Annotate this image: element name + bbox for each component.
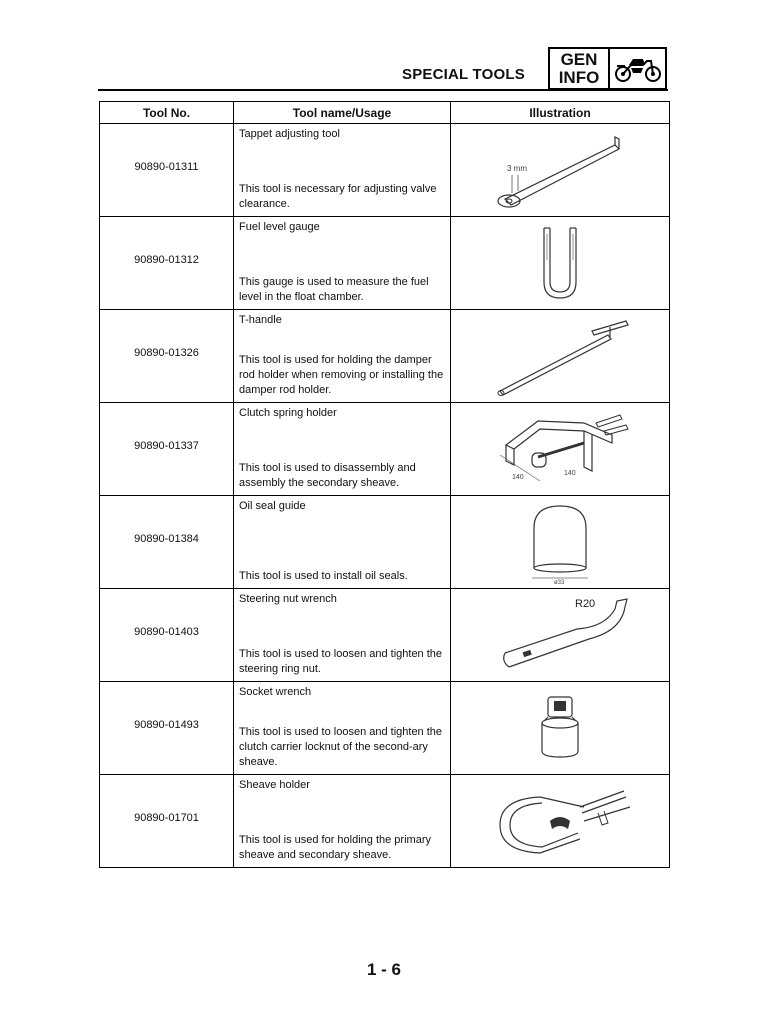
column-header-illustration: Illustration [451, 102, 670, 124]
table-row [100, 496, 670, 589]
tool-number: 90890-01337 [134, 440, 199, 452]
tool-number: 90890-01493 [134, 719, 199, 731]
tool-name: Fuel level gauge [239, 221, 320, 233]
table-row [100, 403, 670, 496]
tool-usage: This tool is necessary for adjusting valve clearance. [239, 183, 437, 210]
socket-wrench-icon [520, 685, 600, 771]
table-row [100, 217, 670, 310]
tool-number: 90890-01311 [134, 161, 199, 173]
clutch-spring-holder-icon [480, 405, 640, 493]
tool-usage: This tool is used to disassembly and assembly the secondary sheave. [239, 462, 416, 489]
tool-usage: This tool is used for holding the damper rod holder when removing or installing the damper rod holder. [239, 354, 444, 396]
tool-name: Steering nut wrench [239, 593, 337, 605]
steering-nut-wrench-icon [485, 591, 635, 679]
tool-name: Oil seal guide [239, 500, 306, 512]
tool-number: 90890-01403 [134, 626, 199, 638]
badge-label-line2: INFO [558, 68, 600, 87]
table-row [100, 589, 670, 682]
sheave-holder-icon [480, 777, 640, 865]
table-row [100, 682, 670, 775]
tool-usage: This tool is used to install oil seals. [239, 570, 408, 582]
tool-number: 90890-01384 [134, 533, 199, 545]
tool-usage: This tool is used to loosen and tighten the clutch carrier locknut of the second-ary sheave. [239, 726, 443, 768]
tool-number: 90890-01312 [134, 254, 199, 266]
column-header-tool-no: Tool No. [100, 102, 234, 124]
table-row [100, 775, 670, 868]
tool-name: Socket wrench [239, 686, 312, 698]
dimension-label: 3 mm [507, 164, 527, 173]
badge-label [550, 49, 610, 88]
badge-label-line1: GEN [560, 50, 598, 69]
table-header-row [100, 102, 670, 124]
tool-usage: This gauge is used to measure the fuel level in the float chamber. [239, 276, 429, 303]
dimension-label: 140 [512, 474, 524, 481]
tool-name: Tappet adjusting tool [239, 128, 340, 140]
tool-name: T-handle [239, 314, 282, 326]
special-tools-table [99, 101, 670, 868]
tool-number: 90890-01326 [134, 347, 199, 359]
table-row [100, 124, 670, 217]
tappet-adjusting-tool-icon [485, 127, 635, 213]
tool-name: Clutch spring holder [239, 407, 337, 419]
page-title: SPECIAL TOOLS [402, 66, 525, 83]
t-handle-icon [480, 313, 640, 399]
table-row [100, 310, 670, 403]
page-number: 1 - 6 [366, 960, 402, 979]
dimension-label: R20 [575, 598, 596, 610]
dimension-label-2: 140 [564, 470, 576, 477]
dimension-label: ø33 [554, 580, 565, 586]
tool-name: Sheave holder [239, 779, 310, 791]
tool-usage: This tool is used for holding the primary sheave and secondary sheave. [239, 834, 431, 861]
tool-number: 90890-01701 [134, 812, 199, 824]
tool-usage: This tool is used to loosen and tighten the steering ring nut. [239, 648, 443, 675]
section-badge [548, 47, 667, 90]
oil-seal-guide-icon [510, 498, 610, 586]
fuel-level-gauge-icon [520, 220, 600, 306]
column-header-tool-name-usage: Tool name/Usage [234, 102, 451, 124]
motorcycle-icon [613, 55, 663, 83]
